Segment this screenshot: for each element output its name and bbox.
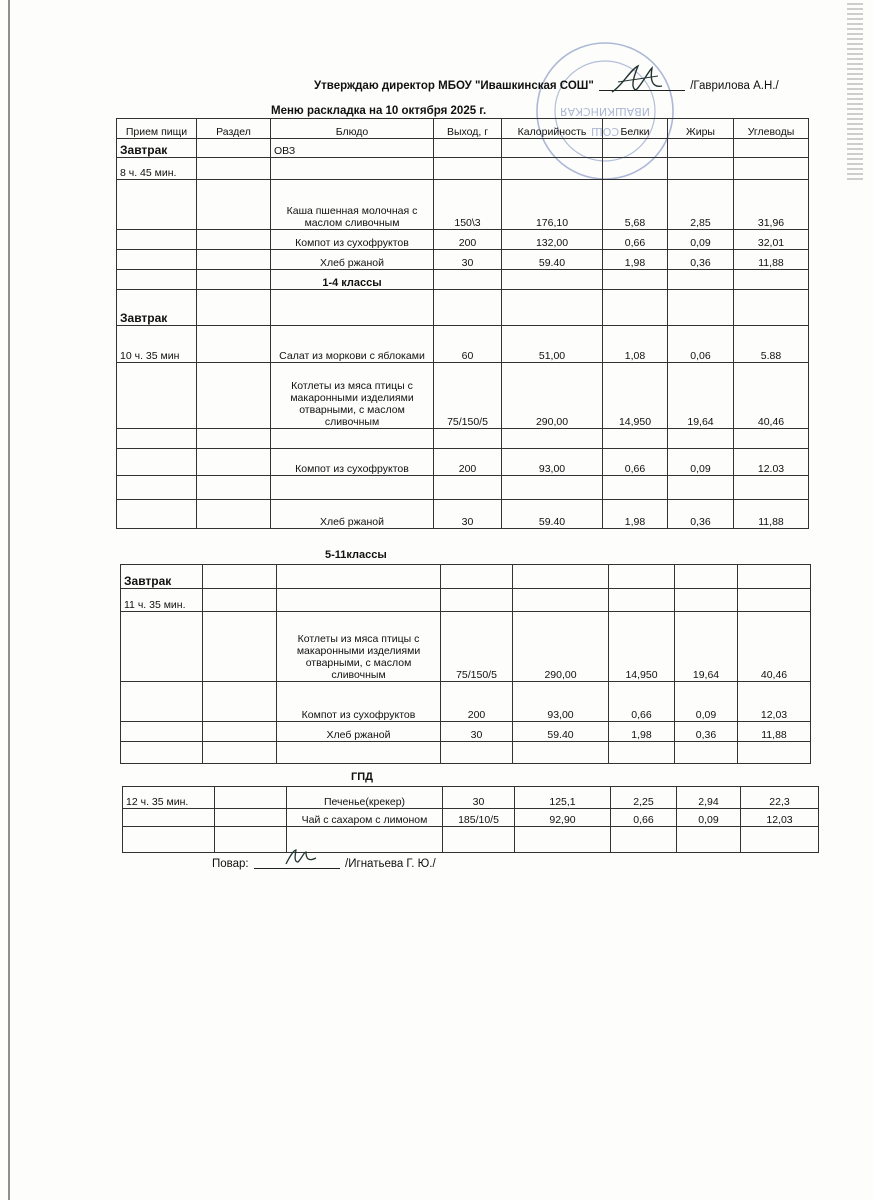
dish-fat: 19,64 (668, 363, 734, 429)
dish-fat: 0,36 (668, 500, 734, 529)
dish-kcal: 290,00 (513, 612, 609, 682)
meal-time: 8 ч. 45 мин. (117, 158, 197, 180)
dish-carbs: 32,01 (734, 230, 809, 250)
dish-protein: 0,66 (603, 449, 668, 476)
dish-protein: 14,950 (603, 363, 668, 429)
dish-carbs: 22,3 (741, 787, 819, 809)
dish-name: Компот из сухофруктов (277, 682, 441, 722)
table-row (121, 589, 811, 612)
table-row (117, 250, 809, 270)
meal-time: 12 ч. 35 мин. (123, 787, 215, 809)
col-protein: Белки (603, 119, 668, 139)
col-yield: Выход, г (434, 119, 502, 139)
dish-yield: 200 (441, 682, 513, 722)
dish-name: Хлеб ржаной (271, 500, 434, 529)
dish-carbs: 11,88 (734, 250, 809, 270)
header-row (117, 119, 809, 139)
menu-table-gpd (122, 786, 819, 853)
dish-fat: 0,36 (668, 250, 734, 270)
svg-text:ИВАШКИНСКАЯ: ИВАШКИНСКАЯ (559, 105, 651, 118)
dish-yield: 150\3 (434, 180, 502, 230)
dish-fat: 2,94 (677, 787, 741, 809)
dish-fat: 0,09 (675, 682, 738, 722)
table-row (121, 682, 811, 722)
table-row (117, 363, 809, 429)
meal-label: Завтрак (121, 565, 203, 589)
cook-line (212, 858, 436, 870)
dish-fat: 0,09 (668, 230, 734, 250)
cook-name: /Игнатьева Г. Ю./ (345, 858, 436, 870)
gpd-label: ГПД (351, 771, 373, 783)
table-row (117, 500, 809, 529)
dish-protein: 1,08 (603, 326, 668, 363)
table-row (117, 139, 809, 158)
dish-carbs: 40,46 (734, 363, 809, 429)
dish-carbs: 5.88 (734, 326, 809, 363)
meal-time: 11 ч. 35 мин. (121, 589, 203, 612)
table-row (117, 270, 809, 290)
meal-label: Завтрак (117, 290, 197, 326)
table-row (117, 449, 809, 476)
table-row (121, 612, 811, 682)
dish-fat: 0,09 (668, 449, 734, 476)
meal-time: 10 ч. 35 мин (117, 326, 197, 363)
dish-kcal: 290,00 (502, 363, 603, 429)
col-dish: Блюдо (271, 119, 434, 139)
cook-signature (282, 846, 322, 870)
dish-protein: 1,98 (603, 500, 668, 529)
dish-name: Котлеты из мяса птицы с макаронными изделиями отварными, с маслом сливочным (271, 363, 434, 429)
table-row (121, 565, 811, 589)
dish-yield: 60 (434, 326, 502, 363)
table-row (117, 180, 809, 230)
director-name: /Гаврилова А.Н./ (690, 80, 779, 92)
dish-protein: 14,950 (609, 612, 675, 682)
dish-protein: 1,98 (603, 250, 668, 270)
dish-name: Каша пшенная молочная с маслом сливочным (271, 180, 434, 230)
dish-protein: 5,68 (603, 180, 668, 230)
dish-yield: 200 (434, 449, 502, 476)
dish-name: Компот из сухофруктов (271, 230, 434, 250)
dish-name: Котлеты из мяса птицы с макаронными изделиями отварными, с маслом сливочным (277, 612, 441, 682)
menu-table-main (116, 118, 809, 529)
dish-kcal: 51,00 (502, 326, 603, 363)
col-kcal: Калорийность (502, 119, 603, 139)
dish-carbs: 12,03 (741, 809, 819, 827)
col-section: Раздел (197, 119, 271, 139)
dish-name: Компот из сухофруктов (271, 449, 434, 476)
table-row (121, 742, 811, 764)
dish-protein: 1,98 (609, 722, 675, 742)
dish-yield: 75/150/5 (434, 363, 502, 429)
dish-name: Салат из моркови с яблоками (271, 326, 434, 363)
dish-carbs: 31,96 (734, 180, 809, 230)
dish-kcal: 125,1 (515, 787, 611, 809)
menu-title: Меню раскладка на 10 октября 2025 г. (271, 105, 487, 117)
dish-name: Хлеб ржаной (271, 250, 434, 270)
dish-protein: 2,25 (611, 787, 677, 809)
table-row (117, 290, 809, 326)
approval-line (314, 80, 779, 92)
table-row (117, 476, 809, 500)
approval-label: Утверждаю директор МБОУ "Ивашкинская СОШ" (314, 80, 594, 92)
scan-edge (8, 0, 10, 1200)
grades-5-11-label: 5-11классы (325, 549, 387, 561)
dish-kcal: 59.40 (502, 500, 603, 529)
dish-carbs: 11,88 (734, 500, 809, 529)
dish-name: Хлеб ржаной (277, 722, 441, 742)
cook-label: Повар: (212, 858, 249, 870)
dish-name: Чай с сахаром с лимоном (287, 809, 443, 827)
dish-yield: 185/10/5 (443, 809, 515, 827)
table-row (117, 230, 809, 250)
dish-carbs: 40,46 (738, 612, 811, 682)
col-fat: Жиры (668, 119, 734, 139)
dish-protein: 0,66 (609, 682, 675, 722)
section-label: ОВЗ (271, 139, 434, 158)
dish-yield: 30 (434, 250, 502, 270)
dish-protein: 0,66 (611, 809, 677, 827)
dish-name: Печенье(крекер) (287, 787, 443, 809)
dish-carbs: 12.03 (734, 449, 809, 476)
dish-kcal: 93,00 (513, 682, 609, 722)
col-carbs: Углеводы (734, 119, 809, 139)
dish-yield: 30 (441, 722, 513, 742)
dish-kcal: 59.40 (513, 722, 609, 742)
dish-protein: 0,66 (603, 230, 668, 250)
director-signature (608, 62, 668, 98)
dish-yield: 30 (443, 787, 515, 809)
dish-kcal: 59.40 (502, 250, 603, 270)
dish-fat: 19,64 (675, 612, 738, 682)
table-row (121, 722, 811, 742)
dish-kcal: 132,00 (502, 230, 603, 250)
dish-carbs: 11,88 (738, 722, 811, 742)
table-row (117, 158, 809, 180)
dish-kcal: 93,00 (502, 449, 603, 476)
col-meal: Прием пищи (117, 119, 197, 139)
table-row (123, 787, 819, 809)
scan-edge-right (847, 0, 863, 180)
dish-carbs: 12,03 (738, 682, 811, 722)
dish-yield: 30 (434, 500, 502, 529)
meal-label: Завтрак (117, 139, 197, 158)
dish-kcal: 176,10 (502, 180, 603, 230)
dish-kcal: 92,90 (515, 809, 611, 827)
dish-fat: 2,85 (668, 180, 734, 230)
dish-yield: 75/150/5 (441, 612, 513, 682)
dish-fat: 0,06 (668, 326, 734, 363)
table-row (117, 326, 809, 363)
table-row (123, 827, 819, 853)
table-row (117, 429, 809, 449)
svg-text:СОШ: СОШ (590, 125, 620, 138)
dish-fat: 0,09 (677, 809, 741, 827)
menu-table-5-11 (120, 564, 811, 764)
grades-1-4-label: 1-4 классы (271, 270, 434, 290)
table-row (123, 809, 819, 827)
dish-fat: 0,36 (675, 722, 738, 742)
dish-yield: 200 (434, 230, 502, 250)
